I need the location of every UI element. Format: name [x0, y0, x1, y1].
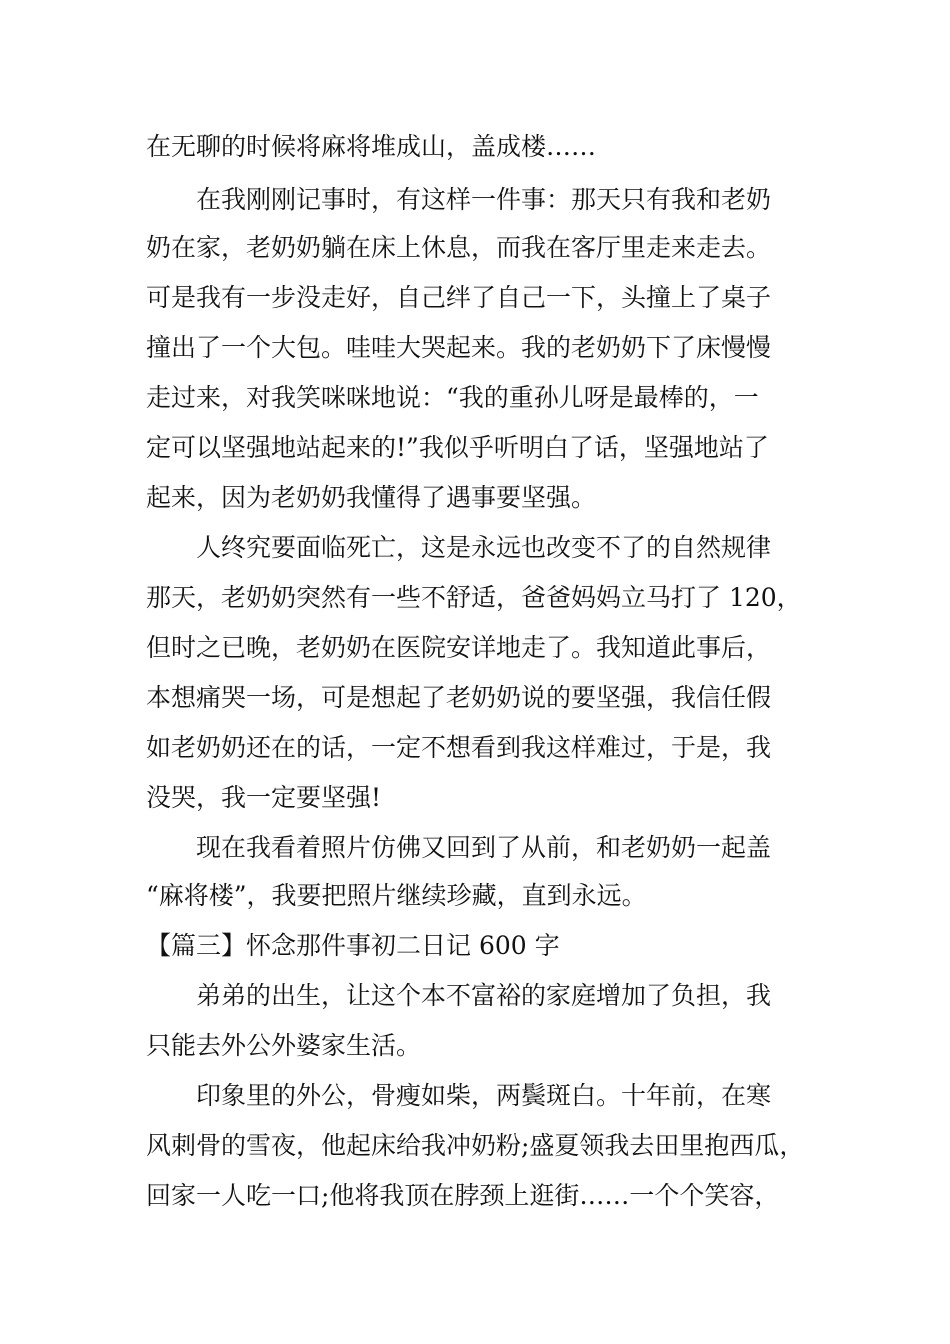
paragraph-first-line: 弟弟的出生，让这个本不富裕的家庭增加了负担，我	[196, 981, 772, 1010]
text-line: 走过来，对我笑咪咪地说：“我的重孙儿呀是最棒的，一	[146, 383, 759, 412]
text-line: 那天，老奶奶突然有一些不舒适，爸爸妈妈立马打了 120，	[146, 583, 802, 612]
paragraph-first-line: 在我刚刚记事时，有这样一件事：那天只有我和老奶	[196, 185, 772, 214]
section-heading: 【篇三】怀念那件事初二日记 600 字	[146, 931, 560, 960]
text-line: 如老奶奶还在的话，一定不想看到我这样难过，于是，我	[146, 733, 772, 762]
text-line: 在无聊的时候将麻将堆成山，盖成楼……	[146, 132, 597, 161]
text-line: 撞出了一个大包。哇哇大哭起来。我的老奶奶下了床慢慢	[146, 333, 772, 362]
text-line: 风刺骨的雪夜，他起床给我冲奶粉;盛夏领我去田里抱西瓜，	[146, 1131, 805, 1160]
text-line: “麻将楼”，我要把照片继续珍藏，直到永远。	[146, 881, 647, 910]
text-line: 回家一人吃一口;他将我顶在脖颈上逛街……一个个笑容，	[146, 1181, 780, 1210]
text-line: 但时之已晚，老奶奶在医院安详地走了。我知道此事后，	[146, 633, 772, 662]
text-line: 定可以坚强地站起来的!”我似乎听明白了话，坚强地站了	[146, 433, 769, 462]
text-line: 没哭，我一定要坚强!	[146, 783, 382, 812]
text-line: 可是我有一步没走好，自己绊了自己一下，头撞上了桌子	[146, 283, 772, 312]
paragraph-first-line: 人终究要面临死亡，这是永远也改变不了的自然规律	[196, 533, 772, 562]
paragraph-first-line: 印象里的外公，骨瘦如柴，两鬓斑白。十年前，在寒	[196, 1081, 772, 1110]
text-line: 本想痛哭一场，可是想起了老奶奶说的要坚强，我信任假	[146, 683, 772, 712]
text-line: 只能去外公外婆家生活。	[146, 1031, 422, 1060]
text-line: 起来，因为老奶奶我懂得了遇事要坚强。	[146, 483, 597, 512]
paragraph-first-line: 现在我看着照片仿佛又回到了从前，和老奶奶一起盖	[196, 833, 772, 862]
text-line: 奶在家，老奶奶躺在床上休息，而我在客厅里走来走去。	[146, 233, 772, 262]
